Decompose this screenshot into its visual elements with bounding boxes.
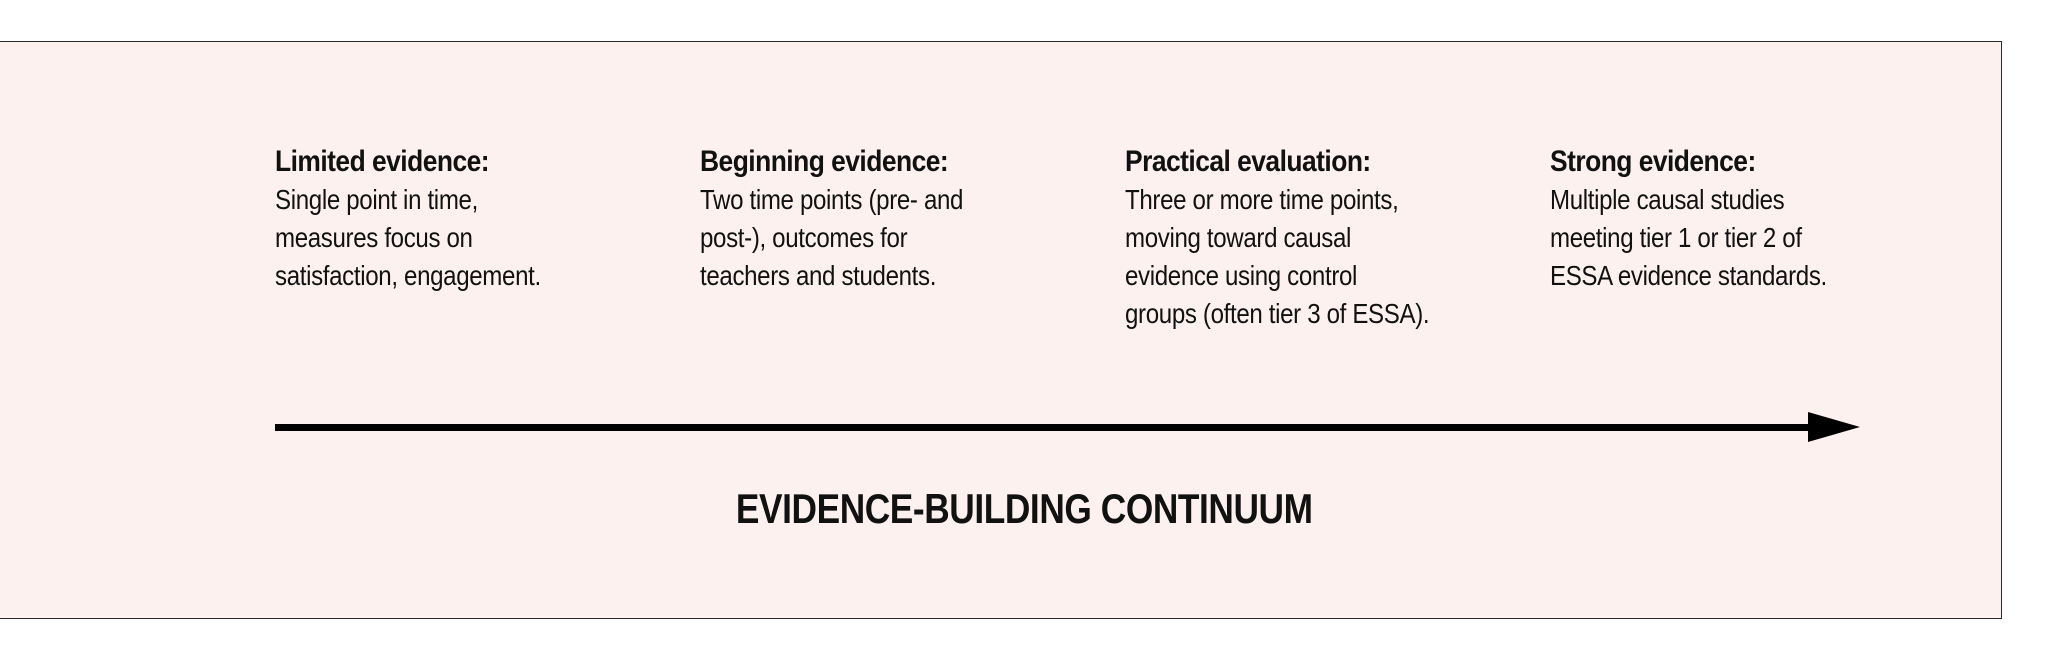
stage-line: ESSA evidence standards. [1550,260,1827,291]
stage-description [275,181,615,295]
stage-strong-evidence [1550,143,1890,295]
stage-line: teachers and students. [700,260,937,291]
stage-line: groups (often tier 3 of ESSA). [1125,298,1430,329]
stage-line: moving toward causal [1125,222,1352,253]
stage-practical-evaluation [1125,143,1465,333]
stage-line: Three or more time points, [1125,184,1399,215]
stage-line: Single point in time, [275,184,478,215]
stage-line: Two time points (pre- and [700,184,964,215]
continuum-arrow-line [275,424,1815,431]
continuum-arrow-head-icon [1808,412,1860,442]
stage-beginning-evidence [700,143,1040,295]
stage-line: measures focus on [275,222,473,253]
stage-title: Beginning evidence: [700,145,949,178]
stage-title: Practical evaluation: [1125,145,1371,178]
stage-description [1550,181,1890,295]
continuum-label [0,483,2048,535]
stage-line: satisfaction, engagement. [275,260,541,291]
stage-line: Multiple causal studies [1550,184,1785,215]
continuum-label-text: EVIDENCE-BUILDING CONTINUUM [735,485,1313,532]
stage-title: Limited evidence: [275,145,490,178]
stage-description [700,181,1040,295]
stage-line: post-), outcomes for [700,222,908,253]
stage-limited-evidence [275,143,615,295]
stage-line: evidence using control [1125,260,1358,291]
stage-line: meeting tier 1 or tier 2 of [1550,222,1802,253]
stage-title: Strong evidence: [1550,145,1756,178]
stage-description [1125,181,1465,333]
